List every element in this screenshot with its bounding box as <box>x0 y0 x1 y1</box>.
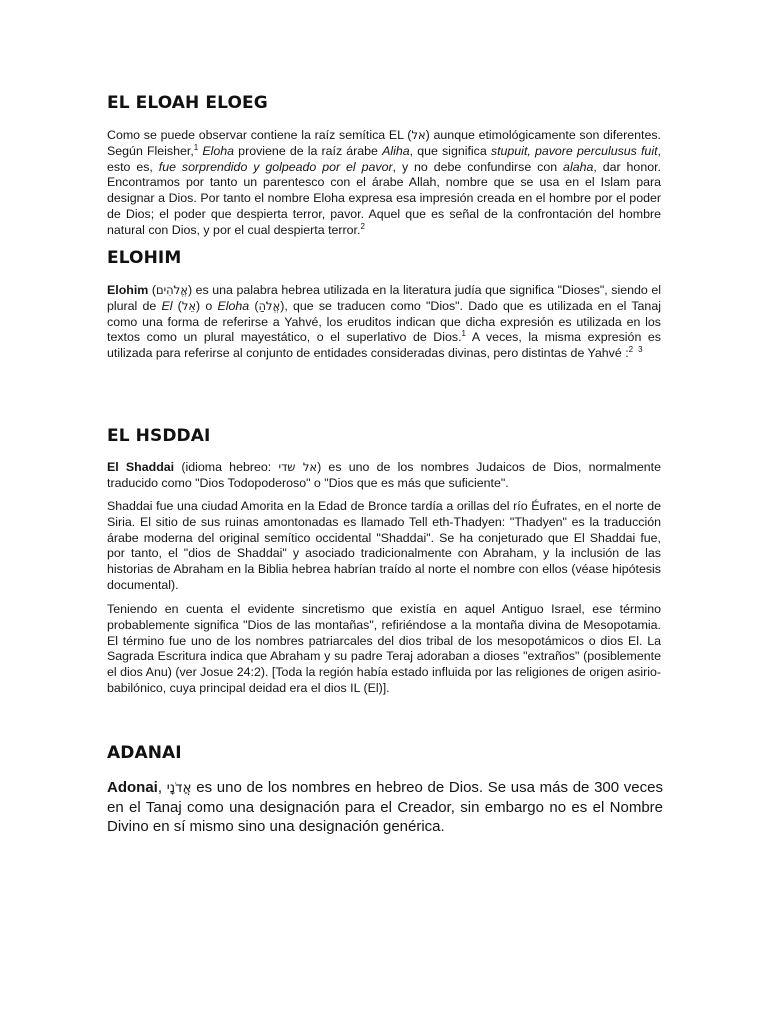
hebrew-text: אֱלֹהִים <box>155 283 188 297</box>
heading-el-eloah-eloeg: EL ELOAH ELOEG <box>107 93 268 113</box>
footnote-ref[interactable]: 1 <box>461 329 466 339</box>
hebrew-text: אל <box>411 128 426 142</box>
hebrew-text: אֱלֹהַ <box>258 298 281 313</box>
hebrew-text: אל שדי <box>278 460 318 474</box>
hebrew-text: אֲדֹנָי <box>166 780 192 796</box>
paragraph-el-shaddai: El Shaddai (idioma hebreo: אל שדי) es uno de los nombres Judaicos de Dios, normalmente traducido como "Dios Todopoderoso" o "Dios que es más que suficiente". <box>107 460 661 490</box>
paragraph-elohim: Elohim (אֱלֹהִים) es una palabra hebrea utilizada en la literatura judía que significa "Dioses", siendo el plural de El (אֵל) o Eloha (אֱלֹהַ), que se traducen como "Dios". Dado que es utilizada en el Tanaj como una forma de referirse a Yahvé, los eruditos indican que dicha expresión es utilizada en los textos como un plural mayestático, o el superlativo de Dios.$^1$ A veces, la misma expresión es utilizada para referirse al conjunto de entidades consideradas divinas, pero distintas de Yahvé :$^2$ $^3$ <box>107 283 661 361</box>
footnote-ref[interactable]: 2 <box>628 345 634 355</box>
footnote-ref[interactable]: 3 <box>638 345 643 355</box>
heading-elohim: ELOHIM <box>107 248 182 268</box>
hebrew-text: אֵל <box>181 298 197 313</box>
paragraph-eloah: Como se puede observar contiene la raíz semítica EL (אל) aunque etimológicamente son diferentes. Según Fleisher,$^1$ Eloha proviene de la raíz árabe Aliha, que significa stupuit, pavore perculusus fuit, esto es, fue sorprendido y golpeado por el pavor, y no debe confundirse con alaha, dar honor. Encontramos por tanto un parentesco con el árabe Allah, nombre que se usa en el Islam para designar a Dios. Por tanto el nombre Eloha expresa esa impresión creada en el hombre por el poder de Dios; el poder que despierta terror, pavor. Aquel que es señal de la confrontación del hombre natural con Dios, y por el cual despierta terror.$^2$ <box>107 128 661 237</box>
footnote-ref[interactable]: 1 <box>193 142 199 152</box>
paragraph-sincretismo: Teniendo en cuenta el evidente sincretismo que existía en aquel Antiguo Israel, ese término probablemente significa "Dios de las montañas", refiriéndose a la montaña divina de Mesopotamia. El término fue uno de los nombres patriarcales del dios tribal de los mesopotámicos o dios El. La Sagrada Escritura indica que Abraham y su padre Teraj adoraban a dioses "extraños" (posiblemente el dios Anu) (ver Josue 24:2). [Toda la región había estado influida por las religiones de origen asirio-babilónico, cuya principal deidad era el dios IL (El)]. <box>107 602 661 695</box>
heading-adanai: ADANAI <box>107 743 182 763</box>
footnote-ref[interactable]: 2 <box>360 221 365 231</box>
heading-el-hsddai: EL HSDDAI <box>107 426 211 446</box>
paragraph-shaddai-ciudad: Shaddai fue una ciudad Amorita en la Edad de Bronce tardía a orillas del río Éufrates, en el norte de Siria. El sitio de sus ruinas amontonadas es llamado Tell eth-Thadyen: "Thadyen" es la traducción árabe moderna del original semítico occidental "Shaddai". Se ha conjeturado que El Shaddai fue, por tanto, el "dios de Shaddai" y asociado tradicionalmente con Abraham, y la inclusión de las historias de Abraham en la Biblia hebrea habrían traído al norte el nombre con ellos (véase hipótesis documental). <box>107 499 661 592</box>
paragraph-adonai: Adonai, אֲדֹנָי es uno de los nombres en hebreo de Dios. Se usa más de 300 veces en el Tanaj como una designación para el Creador, sin embargo no es el Nombre Divino en sí mismo sino una designación genérica. <box>107 779 663 835</box>
